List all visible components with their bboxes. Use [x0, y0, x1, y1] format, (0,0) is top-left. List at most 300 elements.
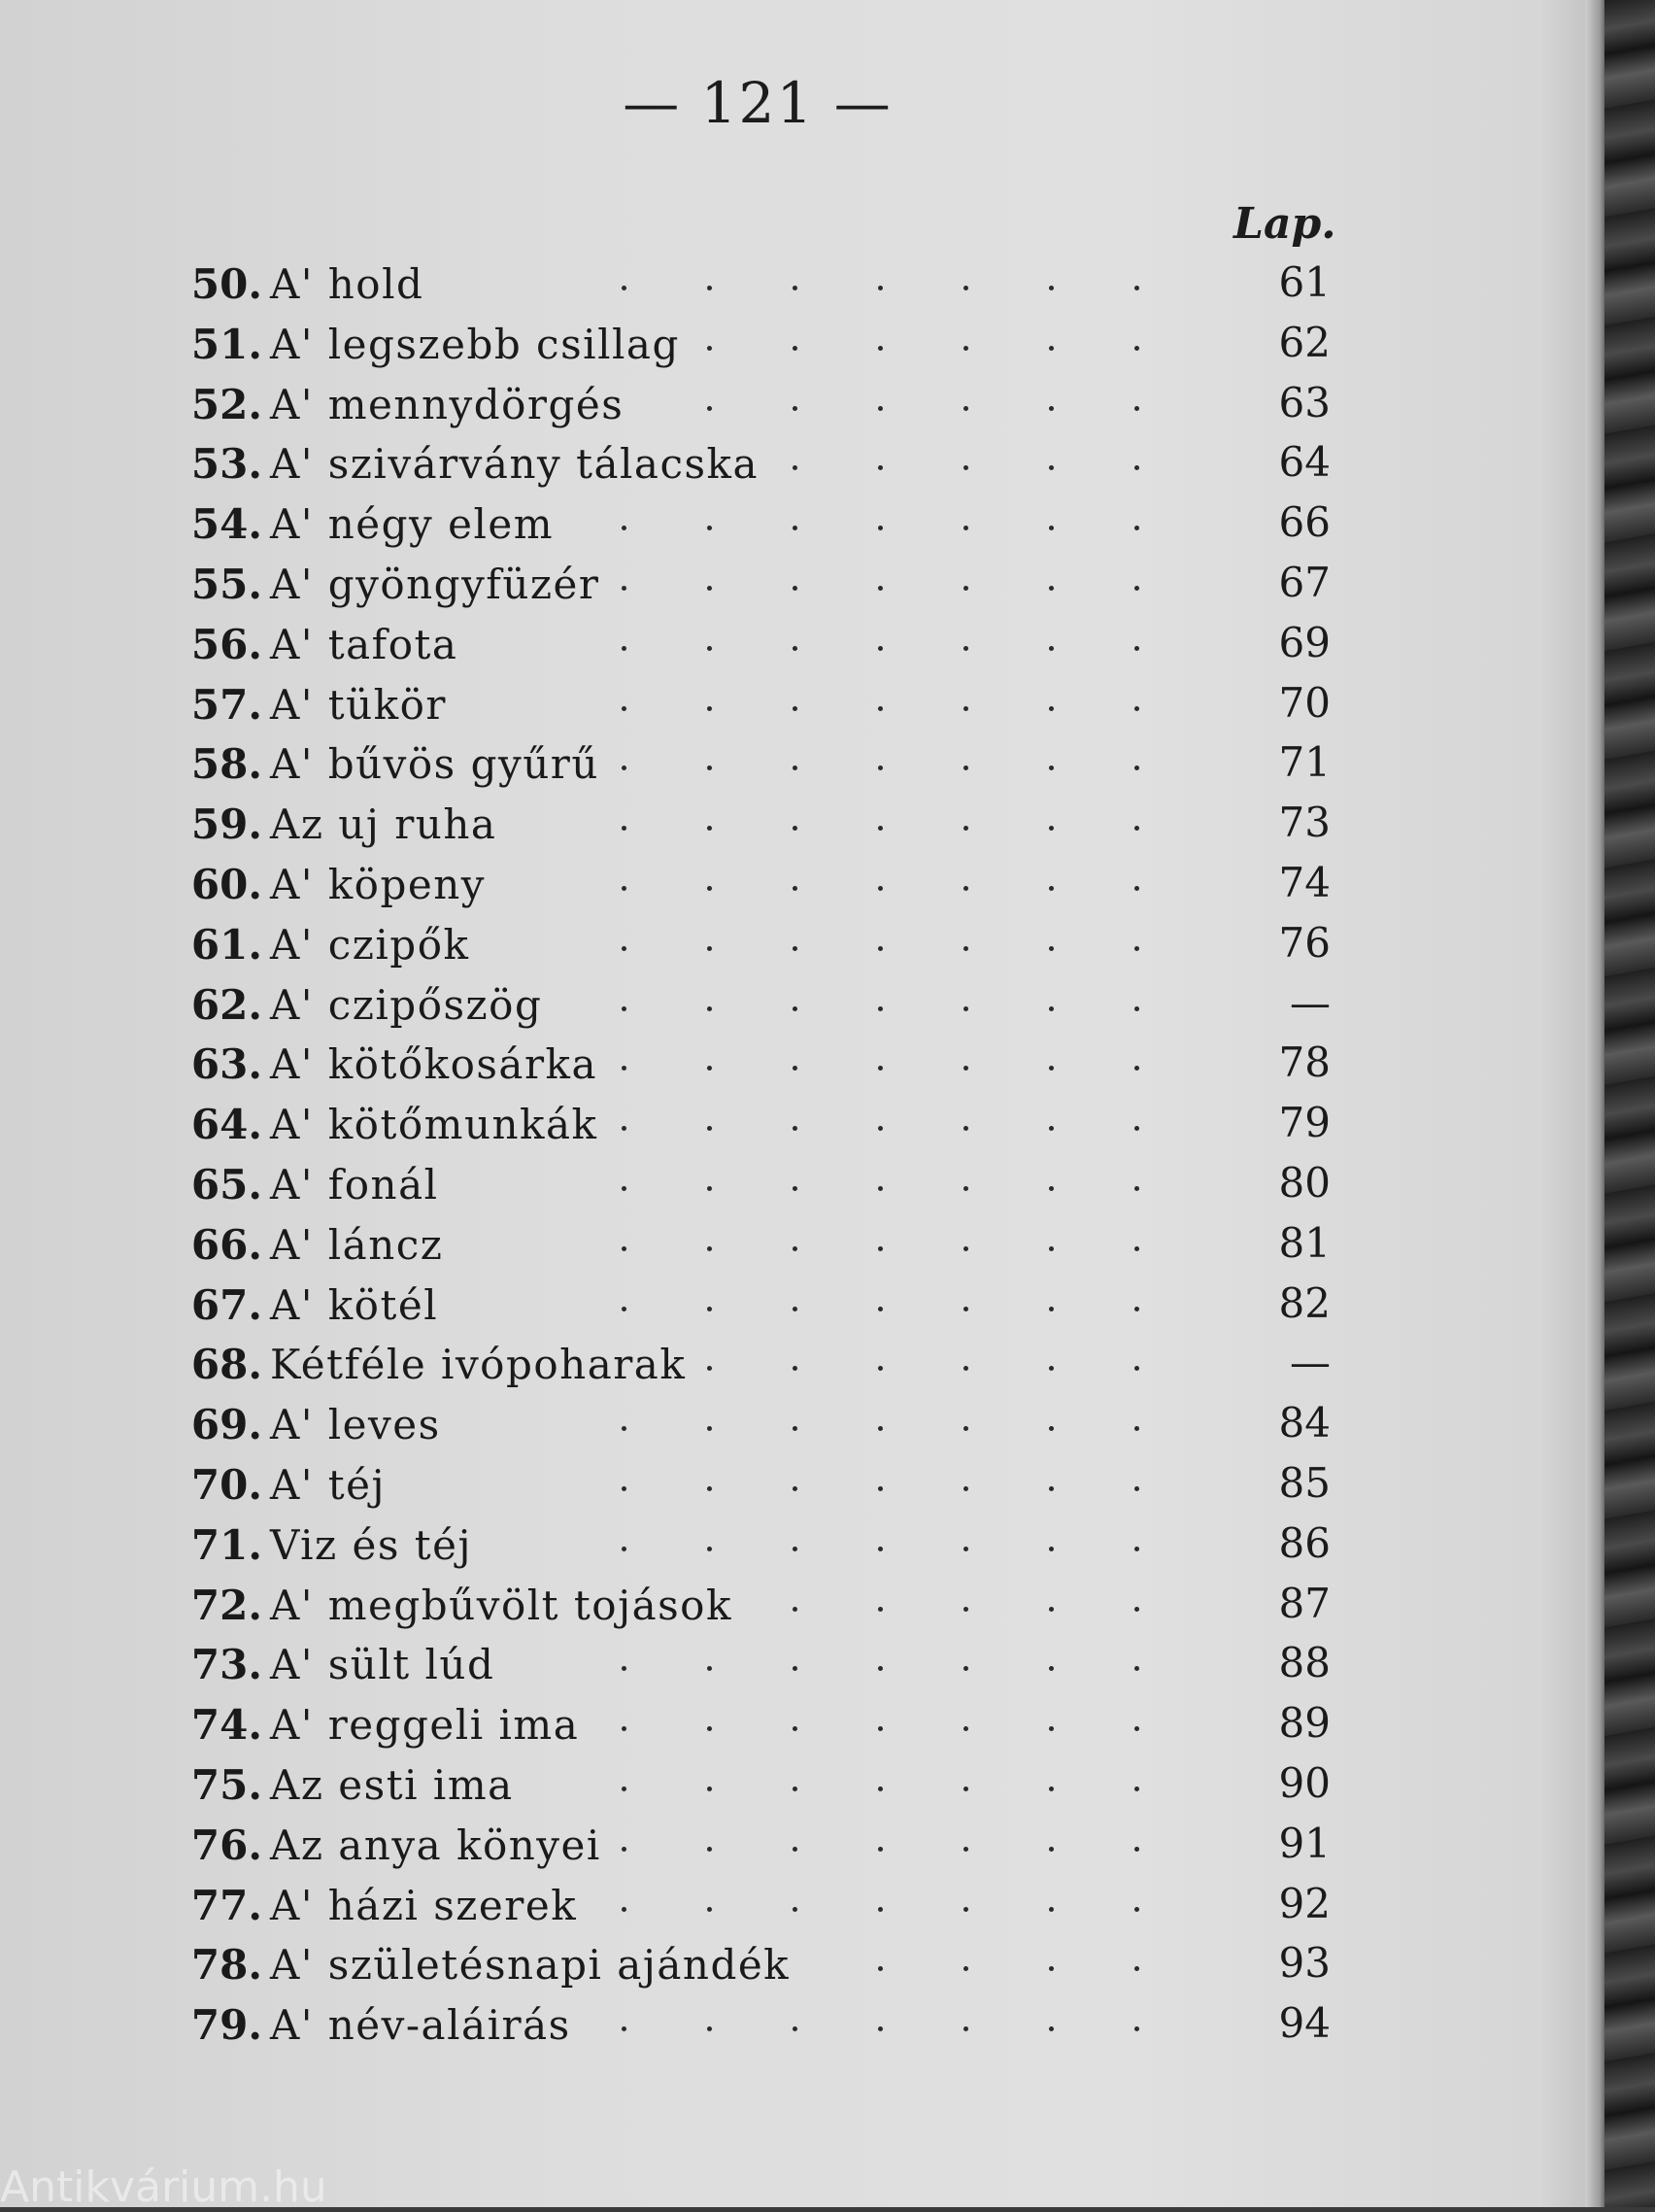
- leader-dot: [1049, 1186, 1054, 1191]
- entry-title: A' házi szerek: [270, 1881, 578, 1929]
- leader-dot: [793, 526, 797, 530]
- leader-dot: [1049, 1006, 1054, 1011]
- entry-number: 51.: [190, 320, 262, 368]
- entry-page: 66: [1278, 498, 1331, 547]
- leader-dot: [963, 1486, 968, 1491]
- leader-dot: [793, 346, 797, 351]
- leader-dot: [1134, 1666, 1139, 1671]
- leader-dot: [793, 286, 797, 290]
- toc-entry: [0, 675, 1379, 735]
- leader-dot: [878, 1246, 883, 1251]
- leader-dot: [963, 1547, 968, 1551]
- leader-dot: [793, 1307, 797, 1311]
- leader-dot: [1134, 1726, 1139, 1731]
- watermark: Antikvárium.hu: [0, 2162, 327, 2212]
- book-cover-spine: [1604, 0, 1655, 2207]
- entry-title: A' láncz: [270, 1220, 444, 1269]
- leader-dot: [707, 706, 712, 711]
- toc-entry: [0, 1035, 1379, 1095]
- leader-dot: [878, 1006, 883, 1011]
- toc-entry: [0, 375, 1379, 435]
- toc-entry: [0, 734, 1379, 795]
- leader-dot: [878, 1726, 883, 1731]
- leader-dot: [1134, 1426, 1139, 1431]
- entry-title: Viz és téj: [270, 1520, 473, 1569]
- leader-dot: [963, 1726, 968, 1731]
- entry-page: 94: [1278, 1999, 1331, 2048]
- leader-dot: [1049, 1486, 1054, 1491]
- toc-entry: [0, 1816, 1379, 1876]
- leader-dot: [1134, 946, 1139, 951]
- leader-dot: [707, 586, 712, 591]
- toc-entry: [0, 1695, 1379, 1755]
- leader-dot: [963, 706, 968, 711]
- leader-dot: [963, 586, 968, 591]
- entry-page: 79: [1278, 1099, 1331, 1147]
- leader-dot: [707, 346, 712, 351]
- leader-dot: [793, 1066, 797, 1071]
- leader-dot: [622, 2026, 626, 2031]
- leader-dot: [1134, 1366, 1139, 1371]
- entry-number: 73.: [190, 1641, 262, 1689]
- leader-dot: [1049, 886, 1054, 891]
- entry-page: 70: [1278, 678, 1331, 727]
- entry-title: A' köpeny: [270, 860, 486, 908]
- entry-title: A' tafota: [270, 620, 458, 668]
- leader-dot: [622, 1726, 626, 1731]
- leader-dot: [1134, 346, 1139, 351]
- leader-dot: [1134, 1966, 1139, 1971]
- entry-title: A' reggeli ima: [270, 1701, 580, 1750]
- entry-page: —: [1290, 978, 1331, 1027]
- entry-number: 78.: [190, 1941, 262, 1990]
- leader-dot: [793, 1847, 797, 1852]
- toc-entry: [0, 1576, 1379, 1636]
- leader-dot: [963, 465, 968, 470]
- leader-dots: [583, 1486, 1185, 1500]
- leader-dot: [793, 1666, 797, 1671]
- leader-dot: [1134, 526, 1139, 530]
- leader-dot: [793, 1126, 797, 1131]
- entry-number: 53.: [190, 440, 262, 489]
- leader-dot: [707, 766, 712, 770]
- entry-title: A' kötél: [270, 1280, 439, 1329]
- leader-dot: [963, 1966, 968, 1971]
- leader-dot: [1134, 2026, 1139, 2031]
- entry-number: 72.: [190, 1581, 262, 1629]
- entry-page: 85: [1278, 1458, 1331, 1507]
- leader-dot: [963, 886, 968, 891]
- leader-dot: [707, 1246, 712, 1251]
- entry-title: A' téj: [270, 1460, 386, 1509]
- entry-title: A' czipők: [270, 920, 470, 969]
- leader-dot: [878, 1847, 883, 1852]
- leader-dot: [878, 706, 883, 711]
- toc-entry: [0, 795, 1379, 855]
- leader-dots: [583, 1666, 1185, 1680]
- entry-page: 88: [1278, 1639, 1331, 1687]
- leader-dot: [878, 286, 883, 290]
- entry-page: 71: [1278, 738, 1331, 787]
- entry-page: 82: [1278, 1278, 1331, 1327]
- entry-number: 79.: [190, 2001, 262, 2050]
- leader-dot: [963, 1426, 968, 1431]
- leader-dot: [878, 1787, 883, 1791]
- leader-dot: [963, 1607, 968, 1612]
- entry-page: 92: [1278, 1879, 1331, 1927]
- leader-dot: [1049, 706, 1054, 711]
- leader-dot: [707, 1066, 712, 1071]
- leader-dot: [878, 346, 883, 351]
- entry-number: 60.: [190, 860, 262, 908]
- leader-dot: [878, 1366, 883, 1371]
- entry-number: 59.: [190, 800, 262, 849]
- leader-dot: [1134, 766, 1139, 770]
- toc-entry: [0, 494, 1379, 555]
- leader-dot: [1134, 1066, 1139, 1071]
- entry-title: Az uj ruha: [270, 800, 497, 849]
- leader-dot: [1134, 1607, 1139, 1612]
- leader-dot: [793, 1486, 797, 1491]
- entry-page: 91: [1278, 1819, 1331, 1867]
- leader-dot: [963, 1006, 968, 1011]
- leader-dot: [1134, 646, 1139, 651]
- page-column-heading: Lap.: [1233, 199, 1336, 249]
- entry-number: 52.: [190, 380, 262, 428]
- table-of-contents: [0, 255, 1379, 2056]
- leader-dots: [583, 406, 1185, 420]
- entry-title: A' születésnapi ajándék: [270, 1941, 791, 1990]
- leader-dots: [583, 465, 1185, 479]
- leader-dot: [878, 2026, 883, 2031]
- entry-title: A' fonál: [270, 1160, 439, 1208]
- leader-dot: [878, 586, 883, 591]
- leader-dot: [707, 1307, 712, 1311]
- entry-page: 67: [1278, 558, 1331, 606]
- leader-dot: [707, 2026, 712, 2031]
- leader-dot: [963, 1907, 968, 1912]
- leader-dot: [878, 1666, 883, 1671]
- leader-dot: [1134, 1787, 1139, 1791]
- leader-dot: [707, 1547, 712, 1551]
- leader-dots: [583, 706, 1185, 720]
- leader-dot: [1049, 1366, 1054, 1371]
- leader-dot: [963, 1666, 968, 1671]
- entry-title: Kétféle ivópoharak: [270, 1341, 687, 1389]
- entry-number: 50.: [190, 260, 262, 308]
- leader-dot: [707, 886, 712, 891]
- entry-title: A' sült lúd: [270, 1641, 495, 1689]
- leader-dot: [707, 946, 712, 951]
- entry-page: 81: [1278, 1218, 1331, 1267]
- leader-dot: [878, 766, 883, 770]
- toc-entry: [0, 315, 1379, 375]
- toc-entry: [0, 1215, 1379, 1276]
- entry-page: 69: [1278, 618, 1331, 666]
- leader-dots: [583, 1366, 1185, 1379]
- entry-number: 54.: [190, 500, 262, 549]
- entry-title: A' név-aláirás: [270, 2001, 571, 2050]
- leader-dot: [963, 406, 968, 411]
- leader-dot: [622, 1066, 626, 1071]
- entry-number: 65.: [190, 1160, 262, 1208]
- leader-dot: [707, 826, 712, 831]
- leader-dots: [583, 1547, 1185, 1560]
- leader-dot: [1049, 2026, 1054, 2031]
- entry-number: 57.: [190, 680, 262, 729]
- entry-title: Az esti ima: [270, 1760, 514, 1809]
- leader-dot: [1049, 1607, 1054, 1612]
- leader-dot: [878, 1307, 883, 1311]
- leader-dot: [1049, 826, 1054, 831]
- leader-dot: [1134, 1307, 1139, 1311]
- leader-dot: [963, 766, 968, 770]
- leader-dots: [583, 1246, 1185, 1260]
- toc-entry: [0, 1335, 1379, 1395]
- entry-number: 55.: [190, 560, 262, 608]
- leader-dots: [583, 1847, 1185, 1860]
- leader-dot: [1134, 406, 1139, 411]
- leader-dots: [583, 946, 1185, 960]
- leader-dot: [878, 946, 883, 951]
- entry-number: 62.: [190, 980, 262, 1029]
- leader-dot: [622, 1907, 626, 1912]
- toc-entry: [0, 1095, 1379, 1155]
- entry-page: 64: [1278, 438, 1331, 487]
- leader-dot: [707, 1787, 712, 1791]
- entry-page: 87: [1278, 1579, 1331, 1627]
- leader-dot: [1049, 406, 1054, 411]
- leader-dot: [622, 286, 626, 290]
- leader-dots: [583, 1186, 1185, 1200]
- entry-number: 58.: [190, 740, 262, 789]
- entry-number: 66.: [190, 1220, 262, 1269]
- leader-dot: [707, 1366, 712, 1371]
- leader-dot: [1134, 886, 1139, 891]
- leader-dots: [583, 1787, 1185, 1800]
- entry-page: —: [1290, 1339, 1331, 1387]
- leader-dot: [878, 1486, 883, 1491]
- leader-dots: [583, 1426, 1185, 1440]
- leader-dot: [1049, 1666, 1054, 1671]
- leader-dots: [583, 286, 1185, 299]
- leader-dot: [878, 1966, 883, 1971]
- leader-dots: [583, 646, 1185, 660]
- leader-dot: [878, 1607, 883, 1612]
- toc-entry: [0, 555, 1379, 615]
- leader-dot: [1134, 1246, 1139, 1251]
- leader-dot: [622, 1006, 626, 1011]
- leader-dot: [793, 946, 797, 951]
- leader-dot: [1049, 346, 1054, 351]
- leader-dot: [793, 1787, 797, 1791]
- leader-dot: [1134, 1847, 1139, 1852]
- leader-dot: [963, 1847, 968, 1852]
- entry-number: 77.: [190, 1881, 262, 1929]
- leader-dot: [622, 946, 626, 951]
- leader-dot: [963, 1366, 968, 1371]
- toc-entry: [0, 1755, 1379, 1816]
- leader-dots: [583, 1726, 1185, 1740]
- leader-dots: [583, 1126, 1185, 1140]
- leader-dot: [878, 886, 883, 891]
- leader-dot: [878, 465, 883, 470]
- leader-dot: [1134, 465, 1139, 470]
- entry-title: A' négy elem: [270, 500, 555, 549]
- leader-dot: [622, 1847, 626, 1852]
- entry-page: 86: [1278, 1518, 1331, 1567]
- leader-dot: [878, 1907, 883, 1912]
- leader-dot: [707, 526, 712, 530]
- leader-dot: [1049, 1966, 1054, 1971]
- leader-dot: [793, 1006, 797, 1011]
- leader-dot: [878, 526, 883, 530]
- toc-entry: [0, 975, 1379, 1036]
- entry-number: 74.: [190, 1701, 262, 1750]
- leader-dot: [878, 1547, 883, 1551]
- leader-dot: [707, 1186, 712, 1191]
- leader-dots: [583, 1006, 1185, 1020]
- toc-entry: [0, 1935, 1379, 1995]
- leader-dot: [793, 1366, 797, 1371]
- entry-page: 74: [1278, 858, 1331, 906]
- leader-dot: [1134, 706, 1139, 711]
- leader-dot: [793, 1607, 797, 1612]
- toc-entry: [0, 1635, 1379, 1695]
- leader-dot: [1134, 1486, 1139, 1491]
- entry-title: A' megbűvölt tojások: [270, 1581, 732, 1629]
- leader-dot: [878, 406, 883, 411]
- entry-number: 71.: [190, 1520, 262, 1569]
- leader-dot: [793, 886, 797, 891]
- leader-dot: [878, 1066, 883, 1071]
- leader-dots: [583, 1607, 1185, 1620]
- leader-dot: [1134, 1547, 1139, 1551]
- leader-dot: [622, 1126, 626, 1131]
- leader-dot: [963, 526, 968, 530]
- leader-dot: [622, 1186, 626, 1191]
- leader-dot: [707, 1847, 712, 1852]
- leader-dot: [1134, 1126, 1139, 1131]
- toc-entry: [0, 1455, 1379, 1515]
- leader-dot: [793, 1426, 797, 1431]
- entry-title: Az anya könyei: [270, 1821, 601, 1869]
- entry-page: 93: [1278, 1939, 1331, 1988]
- leader-dot: [1049, 586, 1054, 591]
- leader-dot: [622, 766, 626, 770]
- leader-dot: [963, 1126, 968, 1131]
- entry-page: 61: [1278, 258, 1331, 306]
- leader-dot: [963, 1066, 968, 1071]
- leader-dot: [622, 1666, 626, 1671]
- entry-number: 70.: [190, 1460, 262, 1509]
- leader-dot: [1049, 526, 1054, 530]
- leader-dot: [1049, 1726, 1054, 1731]
- entry-number: 68.: [190, 1341, 262, 1389]
- leader-dot: [707, 646, 712, 651]
- leader-dot: [793, 1186, 797, 1191]
- leader-dot: [963, 646, 968, 651]
- leader-dot: [963, 946, 968, 951]
- leader-dot: [622, 1787, 626, 1791]
- leader-dots: [583, 2026, 1185, 2040]
- leader-dots: [583, 826, 1185, 839]
- entry-number: 76.: [190, 1821, 262, 1869]
- entry-number: 75.: [190, 1760, 262, 1809]
- leader-dot: [793, 766, 797, 770]
- leader-dot: [878, 826, 883, 831]
- entry-title: A' hold: [270, 260, 424, 308]
- entry-title: A' szivárvány tálacska: [270, 440, 760, 489]
- leader-dot: [963, 2026, 968, 2031]
- page-number: — 121 —: [623, 70, 893, 136]
- toc-entry: [0, 1515, 1379, 1576]
- leader-dot: [1134, 826, 1139, 831]
- entry-page: 63: [1278, 378, 1331, 426]
- leader-dot: [707, 1126, 712, 1131]
- leader-dot: [707, 406, 712, 411]
- toc-entry: [0, 1876, 1379, 1936]
- toc-entry: [0, 615, 1379, 675]
- leader-dot: [1049, 1246, 1054, 1251]
- entry-title: A' kötőkosárka: [270, 1040, 598, 1089]
- entry-page: 78: [1278, 1038, 1331, 1087]
- leader-dot: [1134, 1006, 1139, 1011]
- leader-dot: [1049, 1847, 1054, 1852]
- leader-dot: [622, 646, 626, 651]
- leader-dot: [622, 586, 626, 591]
- leader-dot: [1049, 1787, 1054, 1791]
- entry-title: A' leves: [270, 1401, 441, 1449]
- leader-dot: [1049, 646, 1054, 651]
- leader-dot: [622, 1307, 626, 1311]
- entry-title: A' legszebb csillag: [270, 320, 680, 368]
- leader-dot: [963, 1246, 968, 1251]
- leader-dot: [793, 465, 797, 470]
- leader-dot: [963, 1787, 968, 1791]
- leader-dot: [1049, 1907, 1054, 1912]
- leader-dot: [1134, 1907, 1139, 1912]
- toc-entry: [0, 1276, 1379, 1336]
- leader-dot: [622, 886, 626, 891]
- leader-dot: [707, 1426, 712, 1431]
- toc-entry: [0, 1995, 1379, 2056]
- leader-dots: [583, 586, 1185, 599]
- leader-dot: [793, 406, 797, 411]
- leader-dot: [1134, 1186, 1139, 1191]
- leader-dot: [622, 826, 626, 831]
- leader-dot: [878, 1126, 883, 1131]
- entry-number: 56.: [190, 620, 262, 668]
- leader-dot: [1049, 1426, 1054, 1431]
- leader-dot: [793, 826, 797, 831]
- leader-dots: [583, 766, 1185, 779]
- entry-number: 64.: [190, 1101, 262, 1149]
- leader-dot: [963, 286, 968, 290]
- entry-number: 67.: [190, 1280, 262, 1329]
- leader-dot: [793, 586, 797, 591]
- leader-dot: [707, 1726, 712, 1731]
- leader-dot: [707, 286, 712, 290]
- leader-dot: [793, 706, 797, 711]
- leader-dot: [1049, 1126, 1054, 1131]
- leader-dot: [622, 706, 626, 711]
- leader-dots: [583, 1907, 1185, 1921]
- toc-entry: [0, 915, 1379, 975]
- leader-dot: [1049, 1066, 1054, 1071]
- leader-dot: [622, 526, 626, 530]
- leader-dot: [878, 1426, 883, 1431]
